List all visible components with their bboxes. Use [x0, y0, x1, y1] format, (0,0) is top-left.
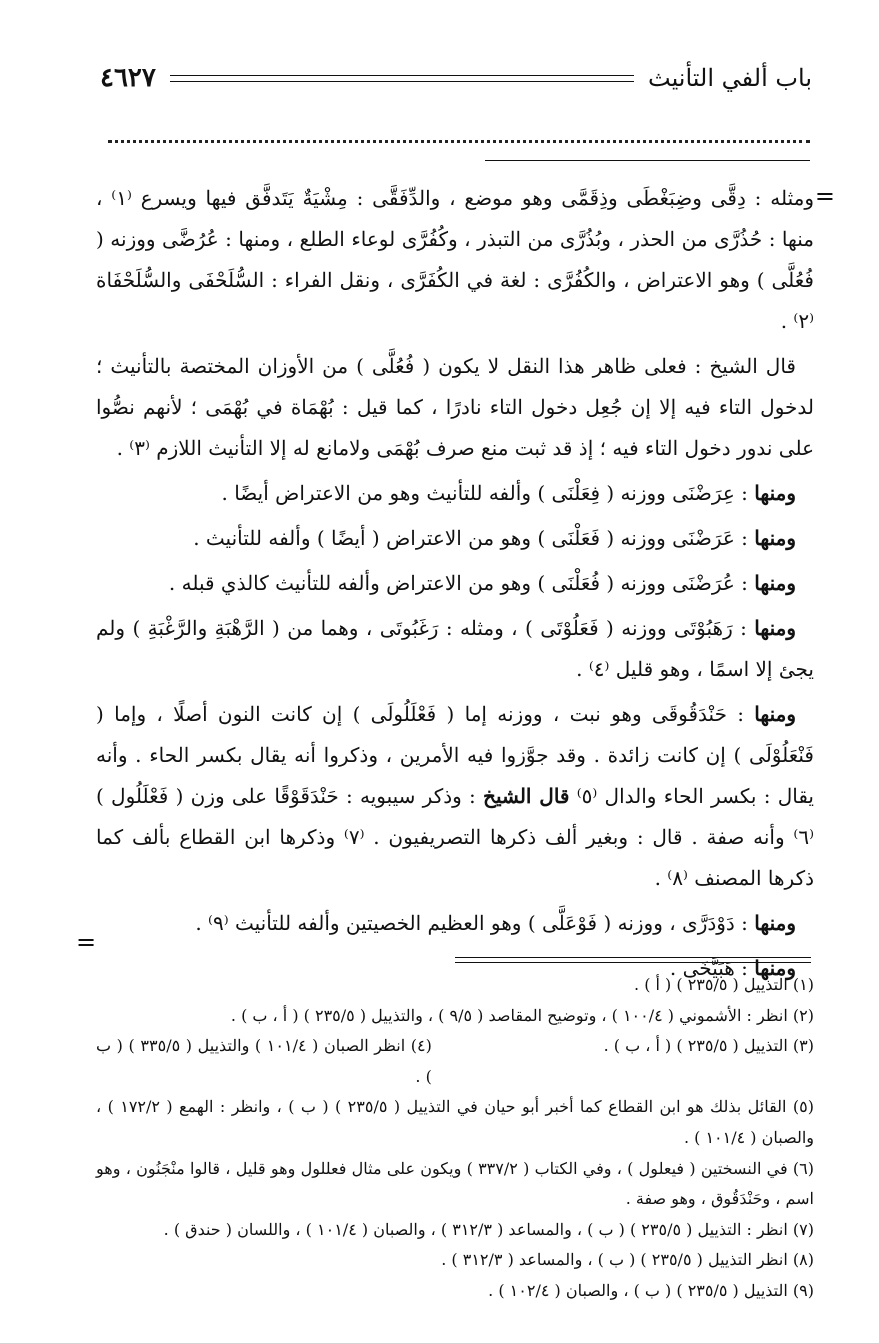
- dotted-divider: [108, 140, 810, 143]
- paragraph-8: [96, 903, 814, 944]
- entry-lead: ومنها: [754, 481, 796, 505]
- footnotes: [96, 970, 814, 1307]
- footnote-1: (١) التذييل ( ٢٣٥/٥ ) ( أ ) .: [634, 975, 814, 994]
- footnote-row-3-4: [96, 1031, 814, 1092]
- entry-lead: ومنها: [754, 526, 796, 550]
- entry-text: : هَبَيَّخَى .: [669, 956, 755, 980]
- paragraph-6: [96, 608, 814, 690]
- entry-lead: ومنها: [754, 956, 796, 980]
- footnote-3: (٣) التذييل ( ٢٣٥/٥ ) ( أ ، ب ) .: [603, 1036, 814, 1056]
- paragraph-3: [96, 473, 814, 514]
- footnote-separator-lower: [455, 962, 811, 963]
- entry-lead: ومنها: [754, 911, 796, 935]
- paragraph-5: [96, 563, 814, 604]
- entry-text: : عُرَضْنَى ووزنه ( فُعَلْنَى ) وهو من الاعتراض وألفه للتأنيث كالذي قبله .: [168, 571, 755, 595]
- paragraph-2: قال الشيخ : فعلى ظاهر هذا النقل لا يكون ( فُعُلَّى ) من الأوزان المختصة بالتأنيث ؛ لدخول التاء فيه إلا إن جُعِل دخول التاء نادرًا ، كما قيل : بُهْمَاة في بُهْمَى ؛ لأنهم نصُّوا على ندور دخول التاء فيه ؛ إذ قد ثبت منع صرف بُهْمَى ولامانع له إلا التأنيث اللازم ⁽٣⁾ .: [96, 354, 814, 460]
- footnote-7: (٧) انظر : التذييل ( ٢٣٥/٥ ) ( ب ) ، والمساعد ( ٣١٢/٣ ) ، والصبان ( ١٠١/٤ ) ، واللسان ( حندق ) .: [163, 1219, 814, 1239]
- footnote-6: (٦) في النسختين ( فيعلول ) ، وفي الكتاب ( ٣٣٧/٢ ) ويكون على مثال فعللول وهو قليل ، قالوا منْجَنُون ، وهو اسم ، وحَنْدَقُوق ، وهو صفة .: [96, 1158, 814, 1209]
- paragraph-7: [96, 694, 814, 899]
- entry-text: : حَنْدَقُوقَى وهو نبت ، ووزنه إما ( فَعْلَلُولَى ) إن كانت النون أصلًا ، وإما ( فَنْعَلُوْلَى ) إن كانت زائدة . وقد جوَّزوا فيه الأمرين ، وذكروا أنه يقال بكسر الحاء . وأنه يقال : بكسر الحاء والدال ⁽٥⁾: [96, 702, 814, 808]
- entry-lead: ومنها: [754, 571, 796, 595]
- header-double-rule: [170, 75, 634, 82]
- entry-lead: ومنها: [754, 702, 796, 726]
- entry-lead: ومنها: [754, 616, 796, 640]
- running-header: [100, 58, 812, 98]
- entry-text: : وذكر سيبويه : حَنْدَقَوْقًا على وزن ( فَعْلَلُول ) ⁽٦⁾ وأنه صفة . قال : وبغير ألف ذكرها التصريفيون . ⁽٧⁾ وذكرها ابن القطاع بألف كما ذكرها المصنف ⁽٨⁾ .: [96, 784, 814, 890]
- paragraph-4: [96, 518, 814, 559]
- footnote-4: (٤) انظر الصبان ( ١٠١/٤ ) والتذييل ( ٣٣٥/٥ ) ( ب ) .: [96, 1036, 432, 1086]
- paragraph-1: ومثله : دِقَّى وضِبَغْطَى وذِقَمَّى وهو موضع ، والدِّفَقَّى : مِشْيَةٌ يَتَدفَّق فيها ويسرع ⁽١⁾ ، منها : حُذُرَّى من الحذر ، وبُذُرَّى من التبذر ، وكُفُرَّى لوعاء الطلع ، ومنها : عُرُضَّى ووزنه ( فُعُلَّى ) وهو الاعتراض ، والكُفُرَّى : لغة في الكُفَرَّى ، ونقل الفراء : السُّلَحْفَى والسُّلَحْفَاة ⁽٢⁾ .: [96, 186, 814, 333]
- entry-text: : رَهَبُوْتَى ووزنه ( فَعَلُوْتَى ) ، ومثله : رَغَبُوتَى ، وهما من ( الرَّهْبَةِ والرَّغْبَةِ ) ولم يجئ إلا اسمًا ، وهو قليل ⁽٤⁾ .: [96, 616, 814, 681]
- footnote-8: (٨) انظر التذييل ( ٢٣٥/٥ ) ( ب ) ، والمساعد ( ٣١٢/٣ ) .: [441, 1250, 814, 1270]
- continuation-mark-bottom: =: [76, 928, 97, 956]
- page-number: ٤٦٢٧: [100, 63, 156, 93]
- main-text: [96, 178, 814, 993]
- footnote-5: (٥) القائل بذلك هو ابن القطاع كما أخبر أبو حيان في التذييل ( ٢٣٥/٥ ) ( ب ) ، وانظر : الهمع ( ١٧٢/٢ ) ، والصبان ( ١٠١/٤ ) .: [96, 1097, 814, 1147]
- entry-text: : عَرَضْنَى ووزنه ( فَعَلْنَى ) وهو من الاعتراض ( أيضًا ) وألفه للتأنيث .: [193, 526, 755, 550]
- chapter-title: باب ألفي التأنيث: [648, 64, 812, 92]
- footnote-9: (٩) التذييل ( ٢٣٥/٥ ) ( ب ) ، والصبان ( ١٠٢/٤ ) .: [488, 1280, 814, 1300]
- footnote-separator: [455, 957, 811, 958]
- footnote-2: (٢) انظر : الأشموني ( ١٠٠/٤ ) ، وتوضيح المقاصد ( ٩/٥ ) ، والتذييل ( ٢٣٥/٥ ) ( أ ، ب ) .: [230, 1005, 814, 1025]
- shaykh-label: قال الشيخ: [483, 784, 570, 808]
- section-rule: [485, 160, 810, 161]
- entry-text: : دَوْدَرَّى ، ووزنه ( فَوْعَلَّى ) وهو العظيم الخصيتين وألفه للتأنيث ⁽٩⁾ .: [195, 911, 755, 935]
- entry-text: : عِرَضْنَى ووزنه ( فِعَلْنَى ) وألفه للتأنيث وهو من الاعتراض أيضًا .: [221, 481, 755, 505]
- continuation-mark-top: =: [814, 182, 835, 210]
